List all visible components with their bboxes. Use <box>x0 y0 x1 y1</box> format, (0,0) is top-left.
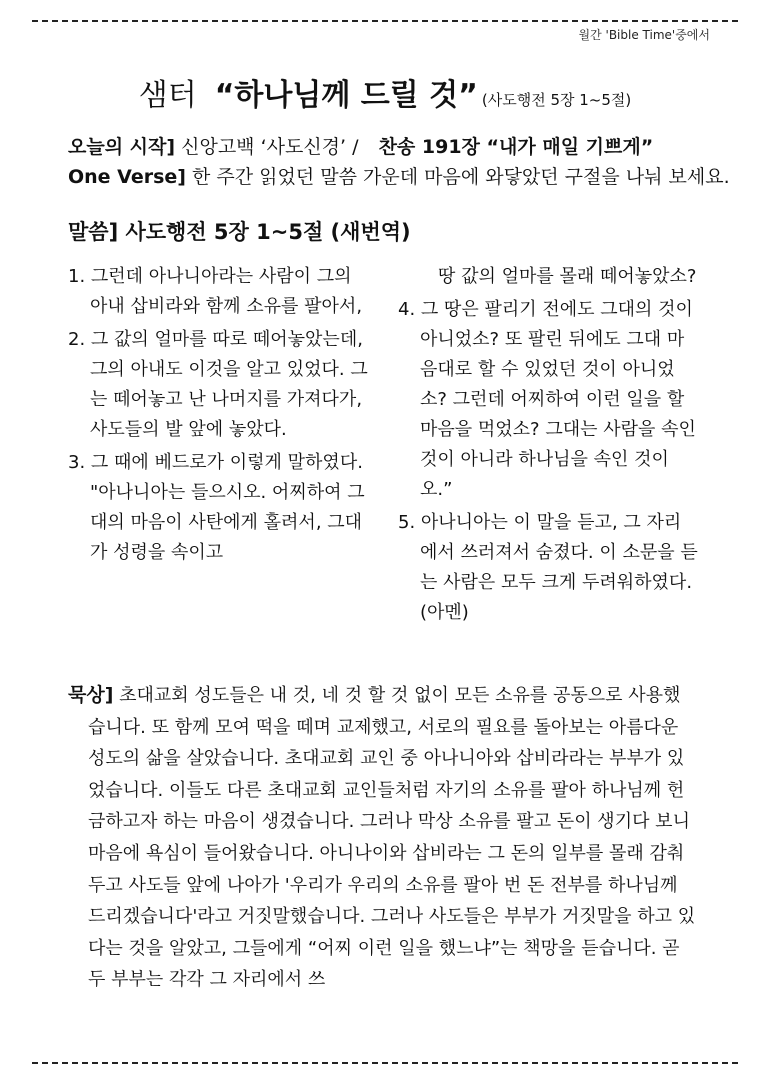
verse-text: 한 주간 읽었던 말씀 가운데 마음에 와닿았던 구절을 나눠 보세요. <box>192 166 730 188</box>
meditation-label: 묵상] <box>68 684 114 706</box>
start-text: 신앙고백 ‘사도신경’ / <box>181 136 359 158</box>
meditation-text: 초대교회 성도들은 내 것, 네 것 할 것 없이 모든 소유를 공동으로 사용했습니다. 또 함께 모여 떡을 떼며 교제했고, 서로의 필요를 돌아보는 아름다운 성도의 삶을 살았습니다. 초대교회 교인 중 아나니아와 삽비라라는 부부가 있었습니다. 이들도 다른 초대교회 교인들처럼 자기의 소유를 팔아 하나님께 헌금하고자 하는 마음이 생겼습니다. 그러나 막상 소유를 팔고 돈이 생기다 보니 마음에 욕심이 들어왔습니다. 아니나이와 삽비라는 그 돈의 일부를 몰래 감춰두고 사도들 앞에 나아가 '우리가 우리의 소유를 팔아 번 돈 전부를 하나님께 드리겠습니다'라고 거짓말했습니다. 그러나 사도들은 부부가 거짓말을 하고 있다는 것을 알았고, 그들에게 “어찌 이런 일을 했느냐”는 책망을 듣습니다. 곧 두 부부는 각각 그 자리에서 쓰 <box>88 685 696 991</box>
start-label: 오늘의 시작] <box>68 136 176 158</box>
intro-start-line <box>68 132 653 159</box>
hymn-text: 찬송 191장 “내가 매일 기쁘게” <box>378 136 654 158</box>
bottom-dashed-rule <box>32 1062 738 1064</box>
verse-continuation: 땅 값의 얼마를 몰래 떼어놓았소? <box>438 266 697 287</box>
title-main: 샘터 <box>138 78 197 113</box>
verse-item: 2. 그 값의 얼마를 따로 떼어놓았는데, 그의 아내도 이것을 알고 있었다. 그는 떼어놓고 난 나머지를 가져다가, 사도들의 발 앞에 놓았다. <box>68 329 368 440</box>
verse-item: 3. 그 때에 베드로가 이렇게 말하였다. "아나니아는 들으시오. 어찌하여 그대의 마음이 사탄에게 홀려서, 그대가 성령을 속이고 <box>68 452 365 563</box>
scripture-heading: 말씀] 사도행전 5장 1~5절 (새번역) <box>68 220 411 244</box>
title-highlight: “하나님께 드릴 것” <box>214 78 478 113</box>
page-title <box>0 70 770 114</box>
verse-item: 4. 그 땅은 팔리기 전에도 그대의 것이 아니었소? 또 팔린 뒤에도 그대 마음대로 할 수 있었던 것이 아니었소? 그런데 어찌하여 이런 일을 할 마음을 먹었소? 그대는 사람을 속인 것이 아니라 하나님을 속인 것이오.” <box>398 299 696 500</box>
meditation-paragraph <box>68 680 696 996</box>
scripture-right-column <box>398 262 698 631</box>
top-dashed-rule <box>32 20 738 22</box>
title-reference: (사도행전 5장 1~5절) <box>481 91 632 109</box>
scripture-left-column <box>68 262 368 571</box>
meditation-section <box>68 680 696 996</box>
verse-label: One Verse] <box>68 166 186 188</box>
source-note: 월간 'Bible Time'중에서 <box>578 28 710 42</box>
verse-item: 5. 아나니아는 이 말을 듣고, 그 자리에서 쓰러져서 숨졌다. 이 소문을 듣는 사람은 모두 크게 두려워하였다. (아멘) <box>398 512 698 623</box>
verse-item: 1. 그런데 아나니아라는 사람이 그의 아내 삽비라와 함께 소유를 팔아서, <box>68 266 363 317</box>
one-verse-line <box>68 162 730 189</box>
